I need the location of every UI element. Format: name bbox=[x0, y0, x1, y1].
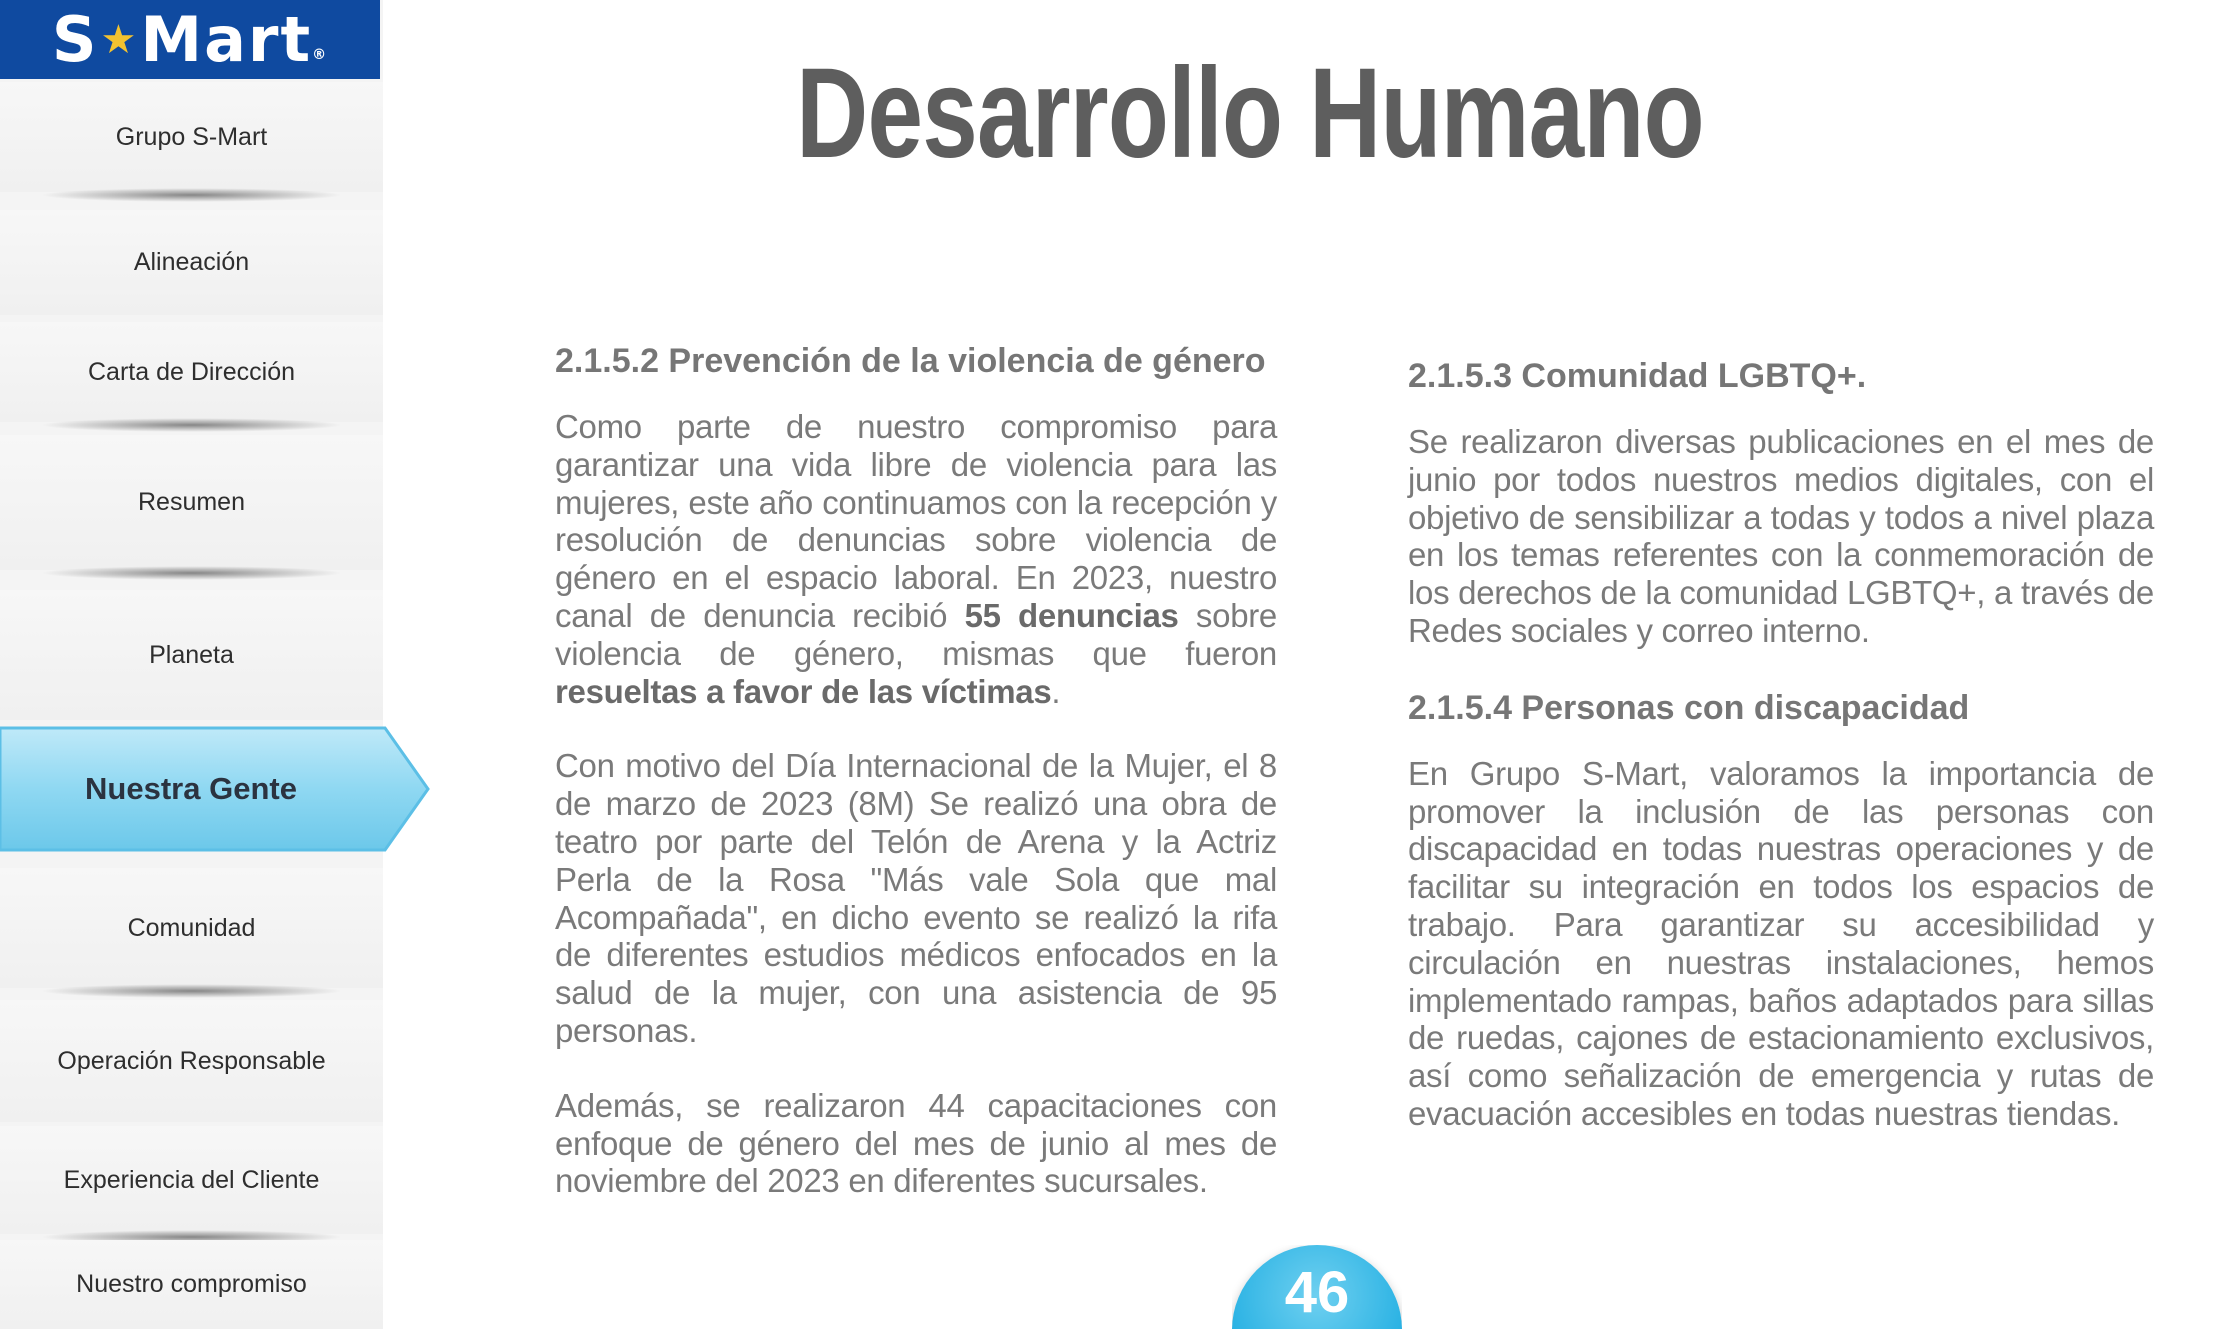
sidebar-item-planeta[interactable] bbox=[0, 590, 383, 720]
sidebar-item-label: Planeta bbox=[149, 640, 234, 669]
item-shadow bbox=[40, 566, 343, 580]
registered-mark: ® bbox=[312, 47, 329, 63]
text-run: . bbox=[1051, 672, 1061, 710]
sidebar-item-label: Comunidad bbox=[127, 913, 256, 942]
section-heading-violencia: 2.1.5.2 Prevención de la violencia de género bbox=[555, 342, 1266, 380]
sidebar-item-label: Experiencia del Cliente bbox=[63, 1165, 320, 1194]
item-shadow bbox=[40, 418, 343, 432]
page-number: 46 bbox=[1284, 1260, 1350, 1325]
sidebar-item-label: Alineación bbox=[133, 248, 250, 276]
sidebar-item-nuestro-compromiso[interactable] bbox=[0, 1240, 383, 1329]
left-column bbox=[555, 340, 1277, 1237]
paragraph-denuncias bbox=[555, 408, 1277, 710]
sidebar-item-label: Grupo S-Mart bbox=[115, 122, 268, 151]
sidebar-item-alineacion[interactable] bbox=[0, 210, 383, 315]
sidebar-item-label: Nuestro compromiso bbox=[76, 1270, 307, 1298]
smart-logo[interactable] bbox=[0, 0, 380, 79]
paragraph-lgbtq: Se realizaron diversas publicaciones en el mes de junio por todos nuestros medios digitales, con el objetivo de sensibilizar a todas y todos a nivel plaza en los temas referentes con la conmemoración de los derechos de la comunidad LGBTQ+, a través de Redes sociales y correo interno. bbox=[1408, 423, 2154, 649]
paragraph-discapacidad: En Grupo S-Mart, valoramos la importancia de promover la inclusión de las personas con discapacidad en todas nuestras operaciones y de facilitar su integración en todos los espacios de trabajo. Para garantizar su accesibilidad y circulación en nuestras instalaciones, hemos implementado rampas, baños adaptados para sillas de ruedas, cajones de estacionamiento exclusivos, así como señalización de emergencia y rutas de evacuación accesibles en todas nuestras tiendas. bbox=[1408, 754, 2154, 1132]
sidebar-item-label: Resumen bbox=[138, 488, 245, 516]
sidebar-item-operacion-responsable[interactable] bbox=[0, 1000, 383, 1122]
star-icon: ★ bbox=[100, 16, 139, 63]
section-heading-lgbtq: 2.1.5.3 Comunidad LGBTQ+. bbox=[1408, 357, 1867, 395]
bold-resueltas: resueltas a favor de las víctimas bbox=[555, 672, 1052, 710]
page-number-circle bbox=[1232, 1245, 1402, 1329]
sidebar-item-label: Operación Responsable bbox=[57, 1046, 326, 1075]
sidebar-item-nuestra-gente[interactable] bbox=[0, 726, 430, 852]
text-run: sobre violencia de género, mismas que fueron bbox=[555, 596, 1277, 672]
sidebar-item-label: Carta de Dirección bbox=[87, 357, 296, 386]
sidebar-item-carta-de-direccion[interactable] bbox=[0, 322, 383, 422]
item-shadow bbox=[40, 984, 343, 998]
sidebar bbox=[0, 0, 383, 1329]
item-shadow bbox=[40, 188, 343, 202]
text-run: Como parte de nuestro compromiso para garantizar una vida libre de violencia para las mujeres, este año continuamos con la recepción y resolución de denuncias sobre violencia de género en el espacio laboral. En 2023, nuestro canal de denuncia recibió bbox=[555, 408, 1277, 634]
sidebar-item-experiencia-del-cliente[interactable] bbox=[0, 1126, 383, 1234]
sidebar-item-grupo-smart[interactable] bbox=[0, 82, 383, 192]
bold-denuncias: 55 denuncias bbox=[964, 596, 1179, 634]
logo-text-right: Mart bbox=[140, 3, 313, 76]
paragraph-dia-mujer: Con motivo del Día Internacional de la Mujer, el 8 de marzo de 2023 (8M) Se realizó una obra de teatro por parte del Telón de Arena y la Actriz Perla de la Rosa "Más vale Sola que mal Acompañada", en dicho evento se realizó la rifa de diferentes estudios médicos enfocados en la salud de la mujer, con una asistencia de 95 personas. bbox=[555, 747, 1277, 1049]
sidebar-item-label: Nuestra Gente bbox=[85, 771, 297, 806]
paragraph-capacitaciones: Además, se realizaron 44 capacitaciones con enfoque de género del mes de junio al mes de noviembre del 2023 en diferentes sucursales. bbox=[555, 1086, 1277, 1200]
right-column bbox=[1408, 355, 2154, 1170]
logo-text-left: S bbox=[51, 3, 99, 76]
page-title: Desarrollo Humano bbox=[796, 42, 1704, 185]
sidebar-item-resumen[interactable] bbox=[0, 435, 383, 570]
page-number-badge bbox=[1232, 1245, 1402, 1329]
sidebar-item-comunidad[interactable] bbox=[0, 868, 383, 988]
section-heading-discapacidad: 2.1.5.4 Personas con discapacidad bbox=[1408, 688, 1970, 727]
